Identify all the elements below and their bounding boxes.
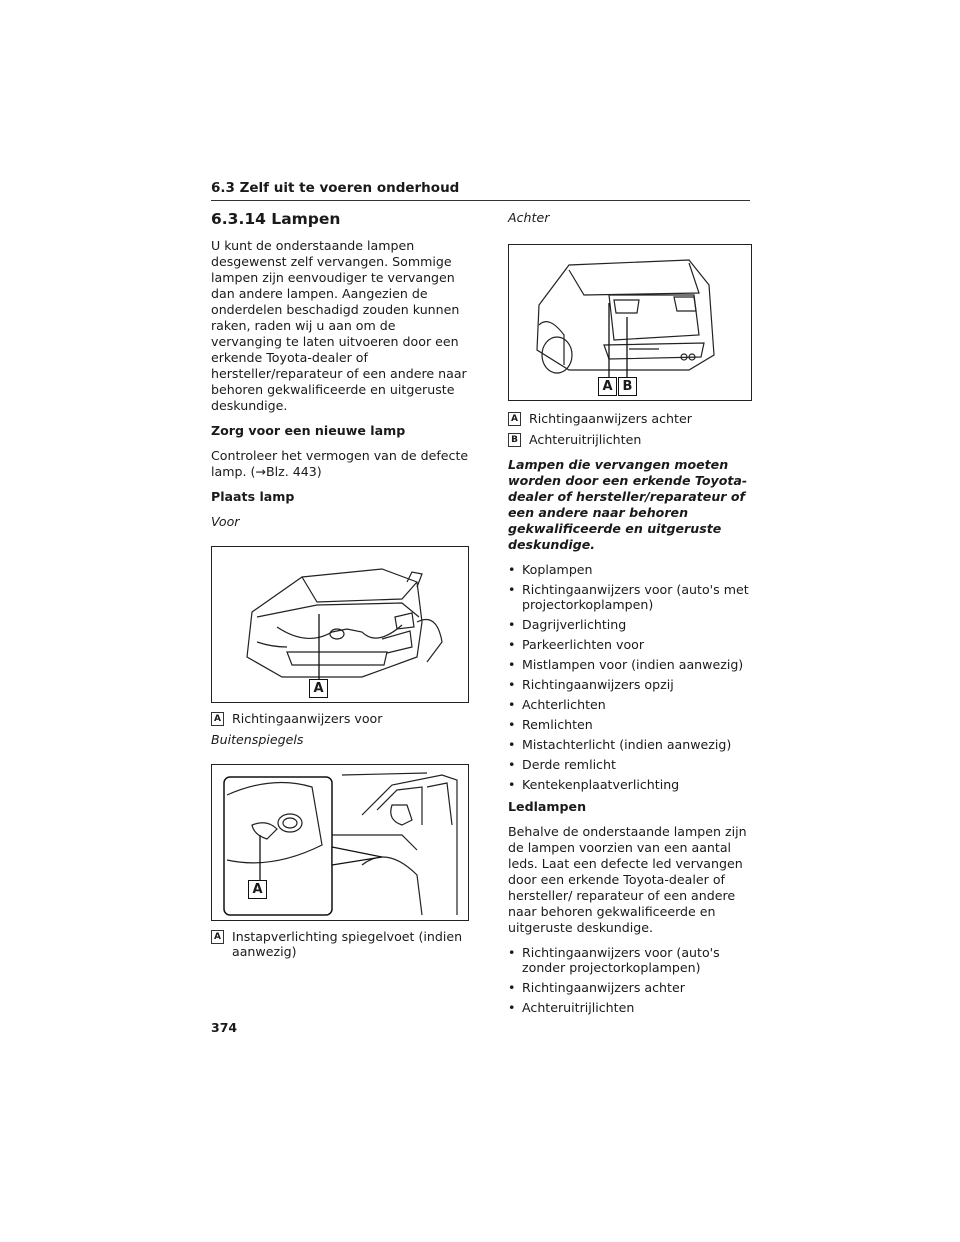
- mirror-caption: [211, 929, 469, 959]
- caption-text: Achteruitrijlichten: [529, 432, 642, 447]
- rear-caption-b: [508, 432, 752, 447]
- new-lamp-text: Controleer het vermogen van de defecte lamp. (→Blz. 443): [211, 448, 469, 479]
- list-item: • Achterlichten: [508, 697, 752, 712]
- front-car-figure: [211, 546, 469, 703]
- section-header: 6.3 Zelf uit te voeren onderhoud: [211, 180, 750, 201]
- caption-badge-a: A: [211, 930, 224, 944]
- left-column: [211, 210, 469, 965]
- led-heading: Ledlampen: [508, 799, 587, 814]
- rear-car-figure: [508, 244, 752, 401]
- list-item: • Mistachterlicht (indien aanwezig): [508, 737, 752, 752]
- caption-text: Richtingaanwijzers achter: [529, 411, 692, 426]
- led-text: Behalve de onderstaande lampen zijn de lampen voorzien van een aantal leds. Laat een defecte led vervangen door een erkende Toyota-dealer of hersteller/ reparateur of een andere naar behoren gekwalificeerde en uitgeruste deskundige.: [508, 824, 747, 935]
- front-label: Voor: [211, 514, 240, 529]
- page-title: 6.3.14 Lampen: [211, 210, 341, 228]
- figure-label-a: A: [309, 679, 328, 698]
- list-item: • Richtingaanwijzers voor (auto's met projectorkoplampen): [508, 582, 752, 612]
- list-item: • Richtingaanwijzers achter: [508, 980, 752, 995]
- list-item: • Richtingaanwijzers opzij: [508, 677, 752, 692]
- front-caption: [211, 711, 469, 726]
- front-car-illustration: [212, 547, 468, 702]
- dealer-list: [508, 562, 752, 792]
- rear-caption-a: [508, 411, 752, 426]
- rear-label: Achter: [508, 210, 550, 225]
- right-column: [508, 210, 752, 1022]
- dealer-heading: Lampen die vervangen moeten worden door een erkende Toyota-dealer of hersteller/reparateur of een andere naar behoren gekwalificeerde en uitgeruste deskundige.: [508, 457, 748, 552]
- list-item: • Koplampen: [508, 562, 752, 577]
- list-item: • Mistlampen voor (indien aanwezig): [508, 657, 752, 672]
- intro-paragraph: U kunt de onderstaande lampen desgewenst zelf vervangen. Sommige lampen zijn eenvoudiger te vervangen dan andere lampen. Aangezien de onderdelen beschadigd zouden kunnen raken, raden wij u aan om de vervanging te laten uitvoeren door een erkende Toyota-dealer of hersteller/reparateur of een andere naar behoren gekwalificeerde en uitgeruste deskundige.: [211, 238, 467, 413]
- page-number: 374: [211, 1020, 238, 1035]
- figure-label-a: A: [248, 880, 267, 899]
- caption-badge-b: B: [508, 433, 521, 447]
- list-item: • Remlichten: [508, 717, 752, 732]
- figure-label-a: A: [598, 377, 617, 396]
- caption-text: Richtingaanwijzers voor: [232, 711, 383, 726]
- list-item: • Richtingaanwijzers voor (auto's zonder projectorkoplampen): [508, 945, 752, 975]
- location-heading: Plaats lamp: [211, 489, 295, 504]
- list-item: • Derde remlicht: [508, 757, 752, 772]
- mirrors-label: Buitenspiegels: [211, 732, 304, 747]
- caption-badge-a: A: [211, 712, 224, 726]
- list-item: • Parkeerlichten voor: [508, 637, 752, 652]
- caption-badge-a: A: [508, 412, 521, 426]
- list-item: • Dagrijverlichting: [508, 617, 752, 632]
- mirror-figure: [211, 764, 469, 921]
- caption-text: Instapverlichting spiegelvoet (indien aanwezig): [232, 929, 463, 959]
- led-list: [508, 945, 752, 1015]
- new-lamp-heading: Zorg voor een nieuwe lamp: [211, 423, 406, 438]
- figure-label-b: B: [618, 377, 637, 396]
- list-item: • Kentekenplaatverlichting: [508, 777, 752, 792]
- list-item: • Achteruitrijlichten: [508, 1000, 752, 1015]
